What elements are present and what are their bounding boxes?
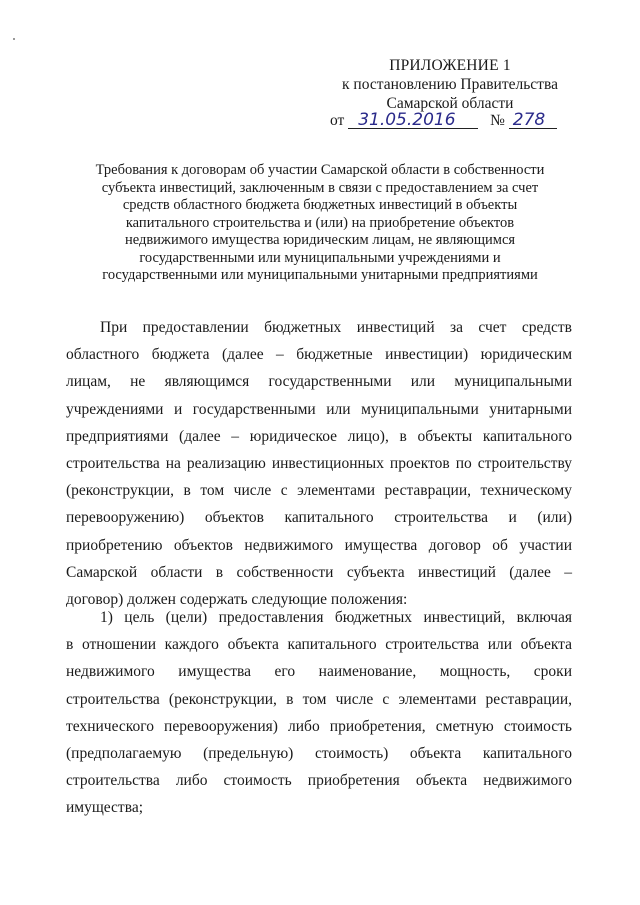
text-line: областного бюджета (далее – бюджетные инвестиции) юридическим xyxy=(66,346,572,364)
text-line: строительства либо стоимость приобретения объекта недвижимого xyxy=(66,772,572,790)
paragraph-intro xyxy=(66,314,572,613)
title-line: средств областного бюджета бюджетных инвестиций в объекты xyxy=(122,197,518,213)
number-label: № xyxy=(490,112,505,129)
appendix-header xyxy=(330,56,570,113)
text-line: 1) цель (цели) предоставления бюджетных инвестиций, включая xyxy=(100,609,572,626)
title-line: субъекта инвестиций, заключенным в связи с предоставлением за счет xyxy=(101,179,539,196)
appendix-subtitle: к постановлению Правительства xyxy=(342,76,558,93)
title-line: капитального строительства и (или) на приобретение объектов xyxy=(125,214,515,231)
text-line: недвижимого имущества его наименование, мощность, сроки xyxy=(66,663,572,681)
paragraph-item-1 xyxy=(66,604,572,822)
from-label: от xyxy=(330,112,345,129)
text-line: договор) должен содержать следующие положения: xyxy=(66,591,408,609)
appendix-reference xyxy=(330,111,580,130)
document-title xyxy=(70,162,570,285)
scan-speck xyxy=(13,38,15,40)
text-line: (реконструкции, в том числе с элементами реставрации, техническому xyxy=(66,482,572,500)
handwritten-number: 278 xyxy=(509,112,557,129)
title-line: государственными или муниципальными унитарными предприятиями xyxy=(102,267,538,283)
appendix-region: Самарской области xyxy=(386,95,514,112)
text-line: Самарской области в собственности субъекта инвестиций (далее – xyxy=(66,563,572,581)
appendix-title: ПРИЛОЖЕНИЕ 1 xyxy=(389,57,511,74)
text-line: учреждениями и государственными или муниципальными унитарными xyxy=(66,400,572,418)
text-line: строительства на реализацию инвестиционных проектов по строительству xyxy=(66,455,572,473)
text-line: предприятиями (далее – юридическое лицо), в объекты капитального xyxy=(66,427,572,445)
text-line: (предполагаемую (предельную) стоимость) объекта капитального xyxy=(66,745,572,763)
title-line: государственными или муниципальными учреждениями и xyxy=(139,249,501,266)
text-line: лицам, не являющимся государственными или муниципальными xyxy=(66,373,572,391)
title-line: недвижимого имущества юридическим лицам, не являющимся xyxy=(124,232,516,248)
text-line: имущества; xyxy=(66,799,144,817)
text-line: приобретению объектов недвижимого имущества договор об участии xyxy=(66,536,572,554)
text-line: строительства (реконструкции, в том числе с элементами реставрации, xyxy=(66,690,572,708)
title-line: Требования к договорам об участии Самарской области в собственности xyxy=(95,162,545,178)
handwritten-date: 31.05.2016 xyxy=(348,112,478,129)
text-line: перевооружению) объектов капитального строительства и (или) xyxy=(66,509,572,527)
text-line: в отношении каждого объекта капитального строительства или объекта xyxy=(66,636,572,654)
text-line: технического перевооружения) либо приобретения, сметную стоимость xyxy=(66,717,572,735)
text-line: При предоставлении бюджетных инвестиций за счет средств xyxy=(100,319,572,336)
